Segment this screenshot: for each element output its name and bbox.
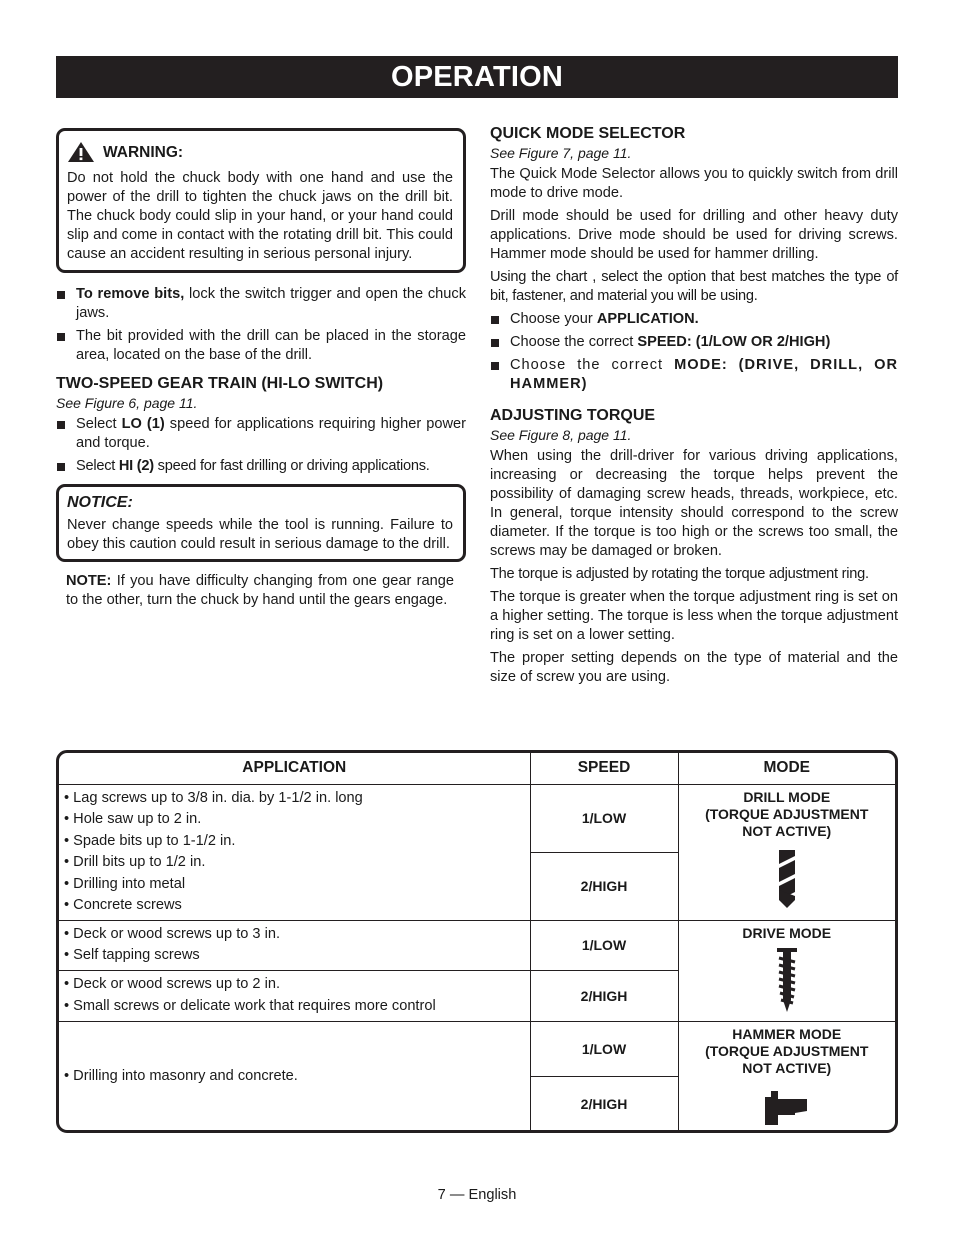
quick-mode-ref: See Figure 7, page 11. <box>490 145 632 161</box>
torque-heading: ADJUSTING TORQUE <box>490 407 656 424</box>
speed-cell: 2/HIGH <box>530 852 678 920</box>
app-item: • Lag screws up to 3/8 in. dia. by 1-1/2 in. long <box>64 789 363 806</box>
app-item: • Deck or wood screws up to 3 in. <box>64 925 280 942</box>
list-item <box>490 356 898 394</box>
app-item: • Spade bits up to 1-1/2 in. <box>64 832 236 849</box>
hammer-icon <box>765 1091 809 1125</box>
torque-para: When using the drill-driver for various driving applications, increasing or decreasing the torque helps prevent the possibility of damaging screw heads, threads, workpiece, etc. In general, torque intensity should correspond to the screw diameter. If the torque is too high or the screws too small, the screws may be damaged or broken. <box>490 448 898 559</box>
two-speed-ref: See Figure 6, page 11. <box>56 395 198 411</box>
mode-label: DRIVE MODE <box>742 924 832 941</box>
list-item <box>56 285 466 323</box>
mode-label: NOT ACTIVE) <box>742 822 832 839</box>
mode-label: (TORQUE ADJUSTMENT <box>705 1042 869 1059</box>
table-row <box>59 920 895 970</box>
quick-mode-para: Using the chart , select the option that best matches the type of bit, fastener, and material you will be using. <box>490 269 898 304</box>
mode-label: NOT ACTIVE) <box>742 1059 832 1076</box>
app-item: • Self tapping screws <box>64 947 200 963</box>
right-column <box>490 124 898 691</box>
text: speed for fast drilling or driving applications. <box>153 458 430 474</box>
list-item <box>56 327 466 365</box>
speed-cell: 1/LOW <box>530 920 678 970</box>
text: Select <box>76 416 122 432</box>
warning-title: WARNING: <box>103 143 184 161</box>
warning-triangle-icon <box>67 141 95 163</box>
torque-para: The torque is greater when the torque adjustment ring is set on a higher setting. The torque is less when the torque adjustment ring is set on a lower setting. <box>490 589 898 643</box>
bullet-bold: To remove bits, <box>76 286 185 302</box>
speed-label: HI (2) <box>118 458 154 474</box>
text: speed for applications requiring higher power and torque. <box>76 416 466 451</box>
list-item <box>56 415 466 453</box>
app-item: • Drilling into masonry and concrete. <box>64 1067 298 1084</box>
drive-mode-cell <box>678 920 895 1021</box>
speed-cell: 2/HIGH <box>530 970 678 1021</box>
drill-mode-cell <box>678 784 895 920</box>
quick-mode-para: Drill mode should be used for drilling and other heavy duty applications. Drive mode should be used for driving screws. Hammer mode should be used for hammer drilling. <box>490 208 898 262</box>
bullet-text: The bit provided with the drill can be placed in the storage area, located on the base of the drill. <box>76 328 466 363</box>
app-item: • Deck or wood screws up to 2 in. <box>64 976 280 992</box>
screw-icon <box>775 948 799 1014</box>
page-title: OPERATION <box>56 56 898 98</box>
text: Select <box>76 458 119 474</box>
header-application: APPLICATION <box>59 753 530 784</box>
notice-box <box>56 484 466 562</box>
torque-ref: See Figure 8, page 11. <box>490 427 632 443</box>
hammer-mode-cell <box>678 1021 895 1132</box>
speed-cell: 1/LOW <box>530 784 678 852</box>
torque-para: The proper setting depends on the type of material and the size of screw you are using. <box>490 650 898 685</box>
header-mode: MODE <box>678 753 895 784</box>
notice-body: Never change speeds while the tool is running. Failure to obey this caution could result in serious damage to the drill. <box>67 517 453 552</box>
app-item: • Drill bits up to 1/2 in. <box>64 854 206 870</box>
speed-cell: 1/LOW <box>530 1021 678 1076</box>
quick-mode-para: The Quick Mode Selector allows you to quickly switch from drill mode to drive mode. <box>490 166 898 201</box>
list-item <box>490 310 898 329</box>
text: Choose the correct <box>510 357 675 373</box>
note-text: If you have difficulty changing from one gear range to the other, turn the chuck by hand until the gears engage. <box>66 573 454 608</box>
table-row <box>59 1021 895 1076</box>
quick-mode-heading: QUICK MODE SELECTOR <box>490 125 686 142</box>
step-bold: MODE: (DRIVE, DRILL, OR HAMMER) <box>510 357 898 392</box>
step-bold: APPLICATION. <box>596 311 699 327</box>
app-item: • Drilling into metal <box>64 875 186 892</box>
table-header-row <box>59 753 895 784</box>
app-item: • Small screws or delicate work that requires more control <box>64 997 436 1014</box>
quick-mode-steps <box>490 310 898 394</box>
two-speed-heading: TWO-SPEED GEAR TRAIN (HI-LO SWITCH) <box>56 375 384 392</box>
bullet-text: lock the switch trigger and open the chuck jaws. <box>76 286 466 321</box>
warning-body: Do not hold the chuck body with one hand and use the power of the drill to tighten the chuck jaws on the drill bit. The chuck body could slip in your hand, or your hand could slip and come in contact with the rotating drill bit. This could cause an accident resulting in serious personal injury. <box>67 170 453 262</box>
note-label: NOTE: <box>66 573 112 589</box>
note-paragraph <box>56 572 466 610</box>
drive-applications-low <box>59 920 530 970</box>
speed-cell: 2/HIGH <box>530 1076 678 1132</box>
bit-bullets <box>56 285 466 365</box>
mode-label: DRILL MODE <box>743 788 831 805</box>
list-item <box>490 333 898 352</box>
warning-box <box>56 128 466 273</box>
step-bold: SPEED: (1/LOW OR 2/HIGH) <box>637 334 831 350</box>
app-item: • Hole saw up to 2 in. <box>64 811 202 827</box>
table-row <box>59 784 895 852</box>
left-column <box>56 124 466 610</box>
torque-para: The torque is adjusted by rotating the torque adjustment ring. <box>490 566 869 582</box>
list-item <box>56 457 466 476</box>
notice-title: NOTICE: <box>67 494 133 511</box>
page-footer: 7 — English <box>437 1187 517 1203</box>
text: Choose your <box>510 311 597 327</box>
warning-header <box>67 141 453 163</box>
two-speed-list <box>56 415 466 476</box>
text: Choose the correct <box>510 334 638 350</box>
hammer-applications <box>59 1021 530 1132</box>
app-item: • Concrete screws <box>64 897 182 913</box>
speed-label: LO (1) <box>121 416 165 432</box>
drill-bit-icon <box>776 850 798 910</box>
mode-selection-table <box>56 750 898 1133</box>
drill-applications <box>59 784 530 920</box>
mode-label: HAMMER MODE <box>732 1025 842 1042</box>
drive-applications-high <box>59 970 530 1021</box>
mode-label: (TORQUE ADJUSTMENT <box>705 805 869 822</box>
header-speed: SPEED <box>530 753 678 784</box>
